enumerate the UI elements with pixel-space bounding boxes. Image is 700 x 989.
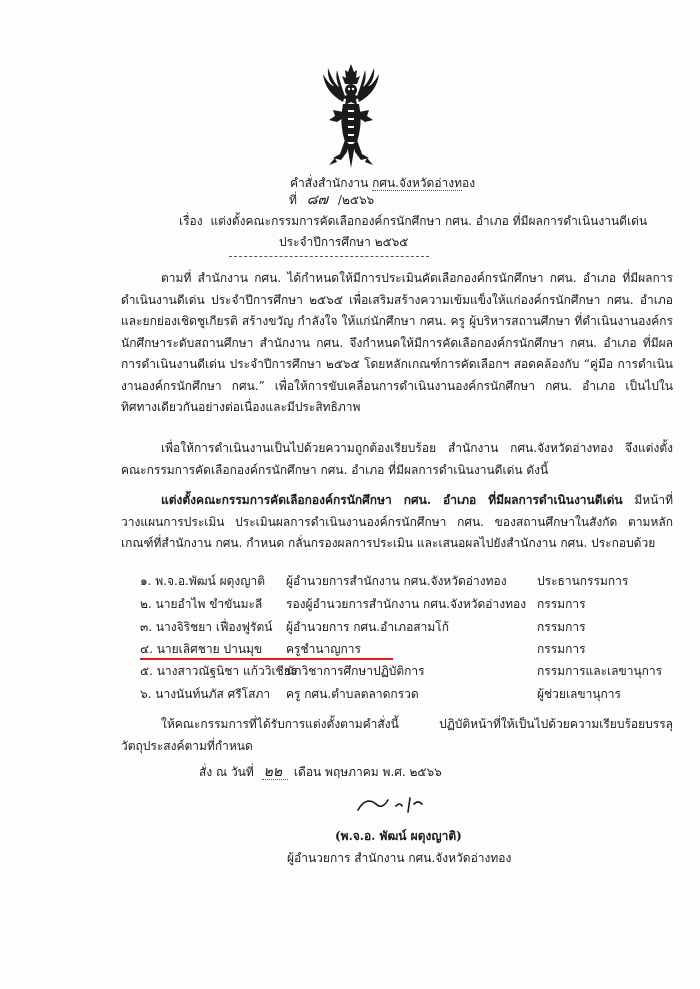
member-role: กรรมการ bbox=[537, 597, 586, 611]
member-position: ครูชำนาญการ bbox=[286, 642, 361, 656]
appointment-duties: มีหน้าที่วางแผนการประเมิน ประเมินผลการดำเนินงานองค์กรนักศึกษา กศน. ของสถานศึกษาในสังกัด ตามหลักเกณฑ์ที่สำนักงาน กศน. กำหนด กลั่นกรองผลการประเมิน และเสนอผลไปยังสำนักงาน กศน. ประกอบด้วย bbox=[121, 493, 673, 550]
paragraph-appointment bbox=[121, 490, 673, 555]
order-number-suffix: /๒๕๖๖ bbox=[337, 193, 375, 207]
member-position: ผู้อำนวยการสำนักงาน กศน.จังหวัดอ่างทอง bbox=[286, 574, 507, 588]
member-name: ๖. นางนันท์นภัส ศรีโสภา bbox=[140, 687, 271, 701]
order-number-prefix: ที่ bbox=[289, 193, 297, 207]
member-role: กรรมการ bbox=[537, 642, 586, 656]
garuda-emblem-icon bbox=[321, 62, 381, 170]
member-position: รองผู้อำนวยการสำนักงาน กศน.จังหวัดอ่างทอง bbox=[286, 597, 527, 611]
signatory-title: ผู้อำนวยการ สำนักงาน กศน.จังหวัดอ่างทอง bbox=[287, 851, 512, 865]
member-position: ผู้อำนวยการ กศน.อำเภอสามโก้ bbox=[286, 620, 449, 634]
red-underline bbox=[140, 658, 393, 660]
order-day-handwritten: ๒๒ bbox=[263, 764, 283, 780]
header-divider bbox=[229, 256, 429, 257]
signatory-name: (พ.จ.อ. พัฒน์ ผดุงญาติ) bbox=[335, 829, 462, 843]
order-issuer: คำสั่งสำนักงาน กศน.จังหวัดอ่างทอง bbox=[290, 176, 476, 190]
member-role: กรรมการ bbox=[537, 620, 586, 634]
issuer-dotted-line bbox=[372, 190, 462, 191]
order-number-handwritten: ๘๗ bbox=[306, 192, 329, 208]
order-date bbox=[199, 764, 442, 780]
member-position: นักวิชาการศึกษาปฏิบัติการ bbox=[286, 664, 425, 678]
subject-line2: ประจำปีการศึกษา ๒๕๖๕ bbox=[279, 235, 409, 249]
order-subject bbox=[179, 213, 647, 229]
appointment-heading: แต่งตั้งคณะกรรมการคัดเลือกองค์กรนักศึกษา กศน. อำเภอ ที่มีผลการดำเนินงานดีเด่น bbox=[161, 493, 623, 507]
member-role: ผู้ช่วยเลขานุการ bbox=[537, 687, 621, 701]
order-date-suffix: เดือน พฤษภาคม พ.ศ. ๒๕๖๖ bbox=[293, 765, 442, 779]
order-number bbox=[289, 192, 374, 208]
member-role: กรรมการและเลขานุการ bbox=[537, 664, 663, 678]
signature-mark-icon bbox=[352, 790, 432, 820]
member-name: ๑. พ.จ.อ.พัฒน์ ผดุงญาติ bbox=[140, 574, 266, 588]
paragraph-background: ตามที่ สำนักงาน กศน. ได้กำหนดให้มีการประเมินคัดเลือกองค์กรนักศึกษา กศน. อำเภอ ที่มีผลการดำเนินงานดีเด่น ประจำปีการศึกษา ๒๕๖๕ เพื่อเสริมสร้างความเข้มแข็งให้แก่องค์กรนักศึกษา กศน. อำเภอ และยกย่องเชิดชูเกียรติ สร้างขวัญ กำลังใจ ให้แก่นักศึกษา กศน. ครู ผู้บริหารสถานศึกษา ที่ดำเนินงานองค์กรนักศึกษาระดับสถานศึกษา สำนักงาน กศน. จึงกำหนดให้มีการคัดเลือกองค์กรนักศึกษา กศน. อำเภอ ที่มีผล การดำเนินงานดีเด่น ประจำปีการศึกษา ๒๕๖๕ โดยหลักเกณฑ์การคัดเลือกฯ สอดคล้องกับ “คู่มือ การดำเนินงานองค์กรนักศึกษา กศน.” เพื่อให้การขับเคลื่อนการดำเนินงานองค์กรนักศึกษา กศน. อำเภอ เป็นไปในทิศทางเดียวกันอย่างต่อเนื่องและมีประสิทธิภาพ bbox=[121, 271, 673, 414]
paragraph-closing: ให้คณะกรรมการที่ได้รับการแต่งตั้งตามคำสั่งนี้ ปฏิบัติหน้าที่ให้เป็นไปด้วยความเรียบร้อยบรรลุวัตถุประสงค์ตามที่กำหนด bbox=[121, 717, 673, 753]
date-dotted-line bbox=[262, 779, 288, 780]
order-date-prefix: สั่ง ณ วันที่ bbox=[199, 765, 254, 779]
member-name: ๕. นางสาวณัฐนิชา แก้ววิเชียร bbox=[140, 664, 298, 678]
member-name: ๔. นายเลิศชาย ปานมุข bbox=[140, 642, 263, 656]
subject-label: เรื่อง bbox=[179, 214, 203, 228]
member-name: ๓. นางจิริชยา เฟื่องฟูรัตน์ bbox=[140, 620, 273, 634]
member-position: ครู กศน.ตำบลตลาดกรวด bbox=[286, 687, 419, 701]
member-role: ประธานกรรมการ bbox=[537, 574, 629, 588]
member-name: ๒. นายอำไพ ขำขันมะลี bbox=[140, 597, 263, 611]
subject-line1: แต่งตั้งคณะกรรมการคัดเลือกองค์กรนักศึกษา กศน. อำเภอ ที่มีผลการดำเนินงานดีเด่น bbox=[210, 214, 648, 228]
paragraph-purpose: เพื่อให้การดำเนินงานเป็นไปด้วยความถูกต้องเรียบร้อย สำนักงาน กศน.จังหวัดอ่างทอง จึงแต่งตั้งคณะกรรมการคัดเลือกองค์กรนักศึกษา กศน. อำเภอ ที่มีผลการดำเนินงานดีเด่น ดังนี้ bbox=[121, 441, 673, 477]
